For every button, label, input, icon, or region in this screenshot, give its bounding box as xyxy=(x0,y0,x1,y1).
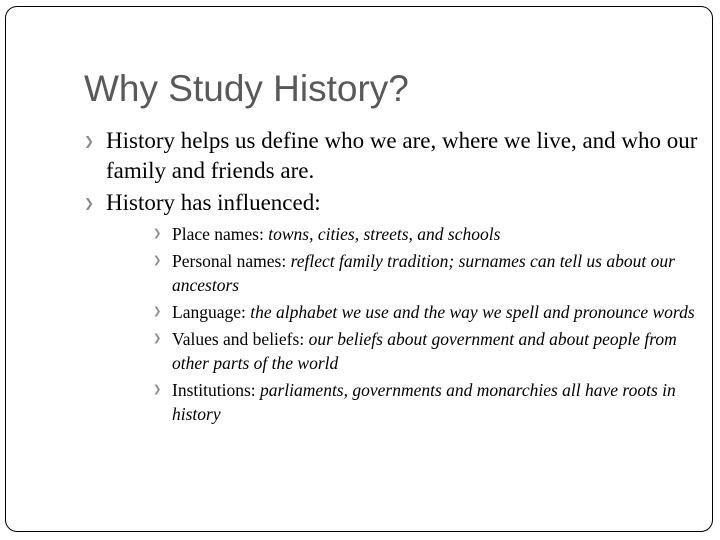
sub-bullet-label: Personal names: xyxy=(172,251,287,271)
slide-frame xyxy=(5,6,713,532)
slide-title: Why Study History? xyxy=(84,68,409,109)
chevron-bullet-icon: ❯ xyxy=(153,306,162,317)
slide-content xyxy=(82,126,702,429)
sub-bullet-language xyxy=(82,300,702,324)
sub-bullet-description: reflect family tradition; surnames can tell us about our ancestors xyxy=(172,251,675,295)
sub-bullet-description: towns, cities, streets, and schools xyxy=(268,224,501,244)
chevron-bullet-icon: ❯ xyxy=(153,228,162,239)
sub-bullet-label: Values and beliefs: xyxy=(172,329,305,349)
chevron-bullet-icon: ❯ xyxy=(153,384,162,395)
sub-bullet-description: parliaments, governments and monarchies all have roots in history xyxy=(172,380,676,424)
bullet-history-influenced xyxy=(82,188,702,218)
sub-bullet-description: our beliefs about government and about people from other parts of the world xyxy=(172,329,677,373)
bullet-text: History has influenced: xyxy=(106,190,321,215)
sub-bullet-label: Language: xyxy=(172,302,246,322)
sub-bullet-values-beliefs xyxy=(82,327,702,375)
sub-bullet-label: Place names: xyxy=(172,224,264,244)
chevron-bullet-icon: ❯ xyxy=(153,255,162,266)
bullet-history-defines xyxy=(82,126,702,186)
chevron-bullet-icon: ❯ xyxy=(153,333,162,344)
sub-bullet-personal-names xyxy=(82,249,702,297)
sub-bullet-institutions xyxy=(82,378,702,426)
chevron-bullet-icon: ❯ xyxy=(84,134,95,148)
bullet-text: History helps us define who we are, where we live, and who our family and friends are. xyxy=(106,128,698,183)
chevron-bullet-icon: ❯ xyxy=(84,196,95,210)
sub-bullet-place-names xyxy=(82,222,702,246)
sub-bullet-label: Institutions: xyxy=(172,380,256,400)
sub-bullet-description: the alphabet we use and the way we spell and pronounce words xyxy=(250,302,695,322)
